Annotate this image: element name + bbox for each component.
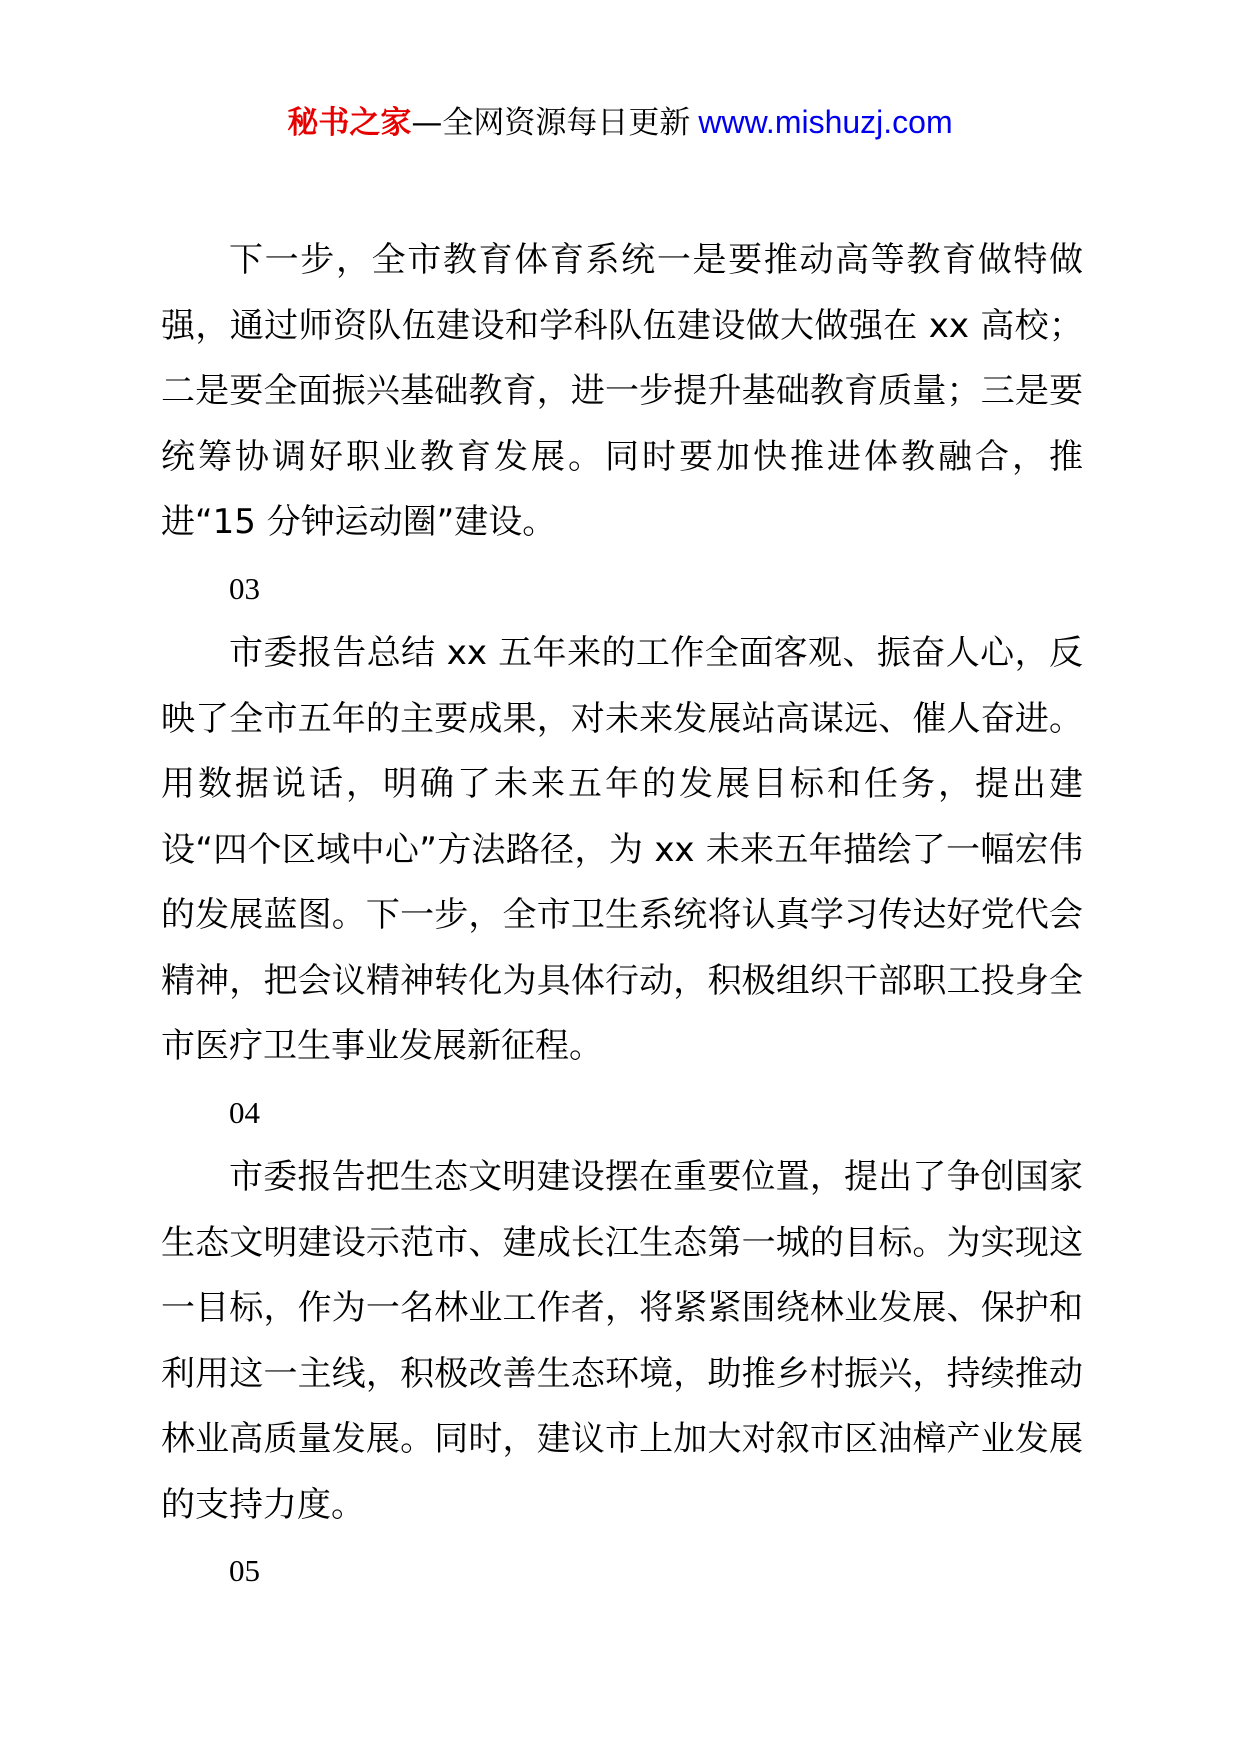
site-brand: 秘书之家 (287, 105, 412, 141)
site-tagline: —全网资源每日更新 (411, 105, 691, 141)
section-number-03: 03 (229, 570, 260, 606)
site-url-link[interactable]: www.mishuzj.com (698, 104, 953, 140)
paragraph-education: 下一步，全市教育体育系统一是要推动高等教育做特做强，通过师资队伍建设和学科队伍建设做大做强在 xx 高校；二是要全面振兴基础教育，进一步提升基础教育质量；三是要统筹协调好职业教育发展。同时要加快推进体教融合，推进“15 分钟运动圈”建设。 (161, 240, 1083, 542)
site-header (0, 100, 1240, 145)
document-body (161, 228, 1083, 1604)
section-number-04: 04 (229, 1094, 260, 1130)
paragraph-ecology: 市委报告把生态文明建设摆在重要位置，提出了争创国家生态文明建设示范市、建成长江生态第一城的目标。为实现这一目标，作为一名林业工作者，将紧紧围绕林业发展、保护和利用这一主线，积极改善生态环境，助推乡村振兴，持续推动林业高质量发展。同时，建议市上加大对叙市区油樟产业发展的支持力度。 (161, 1157, 1083, 1525)
paragraph-health: 市委报告总结 xx 五年来的工作全面客观、振奋人心，反映了全市五年的主要成果，对未来发展站高谋远、催人奋进。用数据说话，明确了未来五年的发展目标和任务，提出建设“四个区域中心”方法路径，为 xx 未来五年描绘了一幅宏伟的发展蓝图。下一步，全市卫生系统将认真学习传达好党代会精神，把会议精神转化为具体行动，积极组织干部职工投身全市医疗卫生事业发展新征程。 (161, 633, 1083, 1066)
section-number-05: 05 (229, 1553, 260, 1588)
